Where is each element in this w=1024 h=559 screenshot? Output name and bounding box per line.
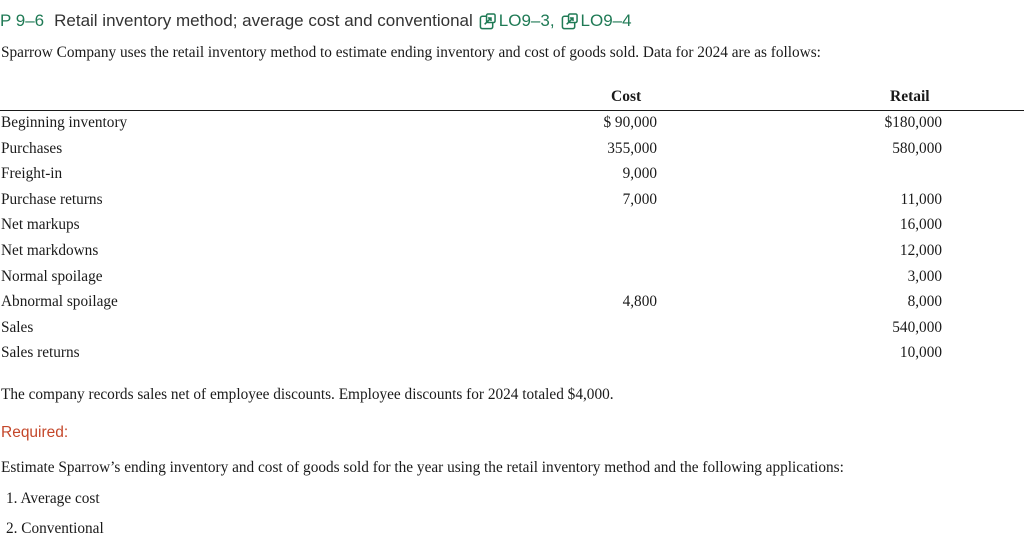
data-table bbox=[0, 86, 1024, 367]
table-row bbox=[0, 111, 1024, 137]
row-label: Abnormal spoilage bbox=[1, 293, 118, 311]
column-header-cost: Cost bbox=[611, 88, 642, 105]
row-label: Freight-in bbox=[1, 165, 63, 183]
cost-cell: 9,000 bbox=[622, 165, 657, 183]
cost-cell: 4,800 bbox=[622, 293, 657, 311]
row-label: Beginning inventory bbox=[1, 114, 128, 131]
problem-header bbox=[0, 8, 632, 34]
table-row bbox=[0, 162, 1024, 188]
required-heading: Required: bbox=[1, 424, 69, 441]
lo-link-2-label: LO9–4 bbox=[580, 11, 632, 30]
row-label: Purchases bbox=[1, 139, 63, 157]
table-row bbox=[0, 213, 1024, 239]
row-label: Net markdowns bbox=[1, 241, 99, 259]
retail-cell: 12,000 bbox=[899, 241, 942, 259]
row-label: Normal spoilage bbox=[1, 267, 103, 285]
lo-link-1[interactable] bbox=[479, 11, 555, 31]
table-row bbox=[0, 265, 1024, 291]
lo-link-2[interactable] bbox=[561, 11, 632, 31]
row-label: Net markups bbox=[1, 216, 80, 234]
discount-note: The company records sales net of employee discounts. Employee discounts for 2024 totaled $4,000. bbox=[1, 386, 614, 403]
retail-cell: 8,000 bbox=[907, 293, 942, 311]
cost-cell: $ 90,000 bbox=[603, 114, 657, 131]
list-item: 2. Conventional bbox=[6, 520, 104, 537]
retail-cell: 10,000 bbox=[899, 344, 942, 362]
row-label: Sales returns bbox=[1, 344, 80, 362]
table-row bbox=[0, 239, 1024, 265]
row-label: Sales bbox=[1, 318, 34, 336]
problem-title: Retail inventory method; average cost and conventional bbox=[54, 11, 473, 30]
external-link-icon bbox=[561, 13, 578, 30]
table-row bbox=[0, 316, 1024, 342]
cost-cell: 355,000 bbox=[607, 139, 657, 157]
retail-cell: 16,000 bbox=[899, 216, 942, 234]
intro-text: Sparrow Company uses the retail inventory method to estimate ending inventory and cost of goods sold. Data for 2024 are as follows: bbox=[1, 44, 821, 61]
external-link-icon bbox=[479, 13, 496, 30]
retail-cell: 11,000 bbox=[900, 190, 942, 208]
row-label: Purchase returns bbox=[1, 190, 103, 208]
retail-cell: 580,000 bbox=[892, 139, 942, 157]
table-row bbox=[0, 188, 1024, 214]
lo-link-1-label: LO9–3, bbox=[498, 11, 555, 30]
retail-cell: 540,000 bbox=[892, 318, 942, 336]
table-row bbox=[0, 341, 1024, 367]
table-row bbox=[0, 137, 1024, 163]
table-row bbox=[0, 290, 1024, 316]
list-item: 1. Average cost bbox=[6, 490, 100, 507]
column-header-retail: Retail bbox=[890, 88, 930, 105]
cost-cell: 7,000 bbox=[622, 190, 657, 208]
problem-number: P 9–6 bbox=[0, 11, 45, 30]
instruction-text: Estimate Sparrow’s ending inventory and cost of goods sold for the year using the retail inventory method and the following applications: bbox=[1, 459, 844, 476]
retail-cell: $180,000 bbox=[884, 114, 942, 131]
table-header bbox=[0, 86, 1024, 111]
retail-cell: 3,000 bbox=[907, 267, 942, 285]
